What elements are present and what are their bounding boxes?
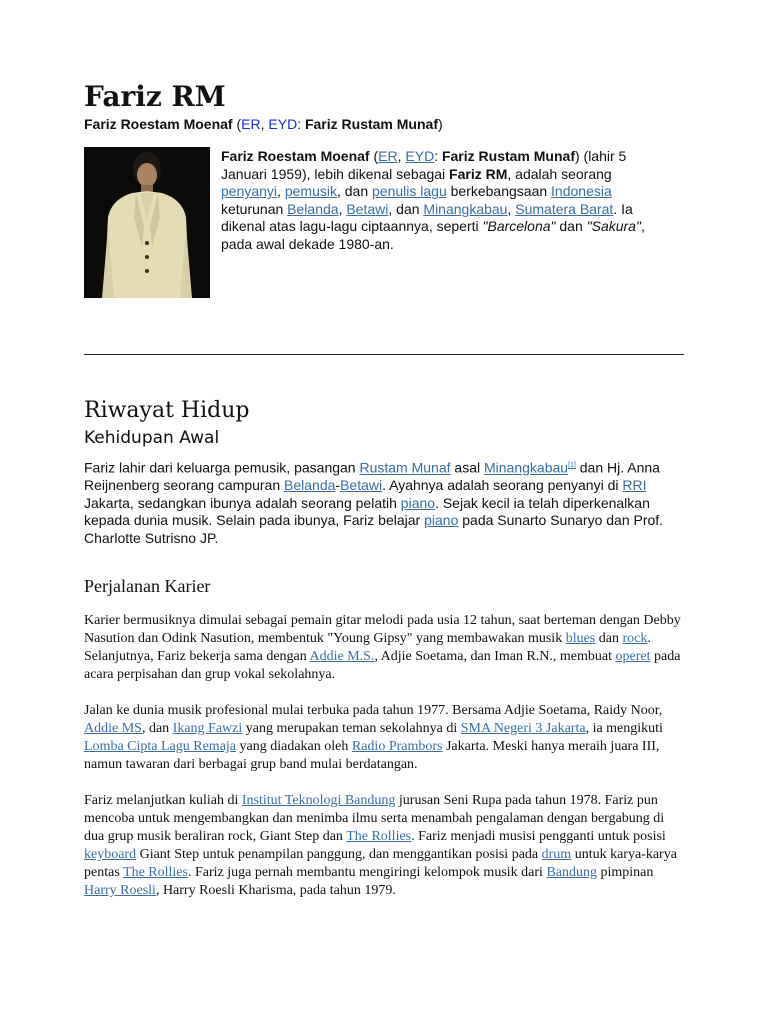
paragraph-karier-1: Karier bermusiknya dimulai sebagai pemain gitar melodi pada usia 12 tahun, saat berteman dengan Debby Nasution dan Odink Nasution, membentuk "Young Gipsy" yang membawakan musik blues dan rock. Selanjutnya, Fariz bekerja sama dengan Addie M.S., Adjie Soetama, dan Iman R.N., membuat operet pada acara perpisahan dan grup vokal sekolahnya. — [84, 612, 681, 682]
link-indonesia[interactable]: Indonesia — [551, 183, 612, 200]
link-minangkabau[interactable]: Minangkabau — [423, 200, 508, 217]
portrait-photo — [84, 147, 210, 298]
subtitle-line: Fariz Roestam Moenaf (ER, EYD: Fariz Rustam Munaf) — [84, 116, 443, 132]
page-title: Fariz RM — [84, 80, 226, 113]
link-rock[interactable]: rock — [622, 630, 648, 646]
link-piano[interactable]: piano — [400, 494, 436, 511]
link-addie-ms[interactable]: Addie MS — [84, 720, 142, 736]
link-belanda[interactable]: Belanda — [284, 477, 336, 494]
link-rri[interactable]: RRI — [622, 477, 647, 494]
link-er[interactable]: ER — [241, 116, 261, 132]
section-heading-karier: Perjalanan Karier — [84, 575, 211, 596]
link-sma-negeri-3[interactable]: SMA Negeri 3 Jakarta — [460, 720, 586, 736]
paragraph-karier-2: Jalan ke dunia musik profesional mulai terbuka pada tahun 1977. Bersama Adjie Soetama, Raidy Noor, Addie MS, dan Ikang Fawzi yang merupakan teman sekolahnya di SMA Negeri 3 Jakarta, ia mengikuti Lomba Cipta Lagu Remaja yang diadakan oleh Radio Prambors Jakarta. Meski hanya meraih juara III, namun tawaran dari berbagai grup band mulai berdatangan. — [84, 702, 663, 772]
link-rustam-munaf[interactable]: Rustam Munaf — [359, 459, 451, 476]
link-sumatera-barat[interactable]: Sumatera Barat — [515, 200, 614, 217]
section-divider — [84, 354, 684, 355]
link-operet[interactable]: operet — [615, 648, 651, 664]
link-the-rollies[interactable]: The Rollies — [346, 828, 412, 844]
link-radio-prambors[interactable]: Radio Prambors — [351, 738, 443, 754]
link-ikang-fawzi[interactable]: Ikang Fawzi — [172, 720, 243, 736]
paragraph-kehidupan: Fariz lahir dari keluarga pemusik, pasangan Rustam Munaf asal Minangkabau[1] dan Hj. Anna Reijnenberg seorang campuran Belanda-Betawi. Ayahnya adalah seorang penyanyi di RRI Jakarta, sedangkan ibunya adalah seorang pelatih piano. Sejak kecil ia telah diperkenalkan kepada dunia musik. Selain pada ibunya, Fariz belajar piano pada Sunarto Sunaryo dan Prof. Charlotte Sutrisno JP. — [84, 459, 664, 547]
link-penyanyi[interactable]: penyanyi — [221, 183, 278, 200]
link-betawi[interactable]: Betawi — [340, 477, 383, 494]
article — [84, 80, 684, 900]
link-drum[interactable]: drum — [541, 846, 572, 862]
subtitle-name: Fariz Roestam Moenaf — [84, 116, 233, 132]
paragraph-karier-3: Fariz melanjutkan kuliah di Institut Teknologi Bandung jurusan Seni Rupa pada tahun 1978. Fariz pun mencoba untuk mengembangkan dan menimba ilmu serta menambah pengalaman dengan bergabung di dua grup musik beraliran rock, Giant Step dan The Rollies. Fariz menjadi musisi pengganti untuk posisi keyboard Giant Step untuk penampilan panggung, dan menggantikan posisi pada drum untuk karya-karya pentas The Rollies. Fariz juga pernah membantu mengiringi kelompok musik dari Bandung pimpinan Harry Roesli, Harry Roesli Kharisma, pada tahun 1979. — [84, 792, 677, 898]
link-keyboard[interactable]: keyboard — [84, 846, 137, 862]
section-heading-riwayat: Riwayat Hidup — [84, 398, 250, 423]
link-minangkabau[interactable]: Minangkabau — [484, 459, 569, 476]
link-pemusik[interactable]: pemusik — [284, 183, 337, 200]
link-lomba-cipta-lagu[interactable]: Lomba Cipta Lagu Remaja — [84, 738, 237, 754]
subtitle-alt-name: Fariz Rustam Munaf — [304, 116, 438, 132]
link-bandung[interactable]: Bandung — [546, 864, 597, 880]
link-eyd[interactable]: EYD — [268, 116, 298, 132]
link-addie-ms[interactable]: Addie M.S. — [309, 648, 375, 664]
link-betawi[interactable]: Betawi — [346, 200, 389, 217]
subsection-heading-kehidupan: Kehidupan Awal — [84, 428, 220, 448]
link-piano[interactable]: piano — [424, 512, 459, 529]
footnote-link[interactable]: [1] — [568, 462, 576, 469]
link-belanda[interactable]: Belanda — [287, 200, 339, 217]
link-penulis-lagu[interactable]: penulis lagu — [372, 183, 447, 200]
link-er[interactable]: ER — [378, 148, 398, 164]
link-harry-roesli[interactable]: Harry Roesli — [84, 882, 156, 898]
link-the-rollies[interactable]: The Rollies — [123, 864, 188, 880]
link-eyd[interactable]: EYD — [405, 148, 435, 164]
intro-block — [84, 147, 684, 298]
intro-paragraph: Fariz Roestam Moenaf (ER, EYD: Fariz Rustam Munaf) (lahir 5 Januari 1959), lebih dikenal sebagai Fariz RM, adalah seorang penyanyi, pemusik, dan penulis lagu berkebangsaan Indonesia keturunan Belanda, Betawi, dan Minangkabau, Sumatera Barat. Ia dikenal atas lagu-lagu ciptaannya, seperti "Barcelona" dan "Sakura", pada awal dekade 1980-an. — [221, 148, 645, 252]
link-blues[interactable]: blues — [565, 630, 596, 646]
link-itb[interactable]: Institut Teknologi Bandung — [241, 792, 396, 808]
